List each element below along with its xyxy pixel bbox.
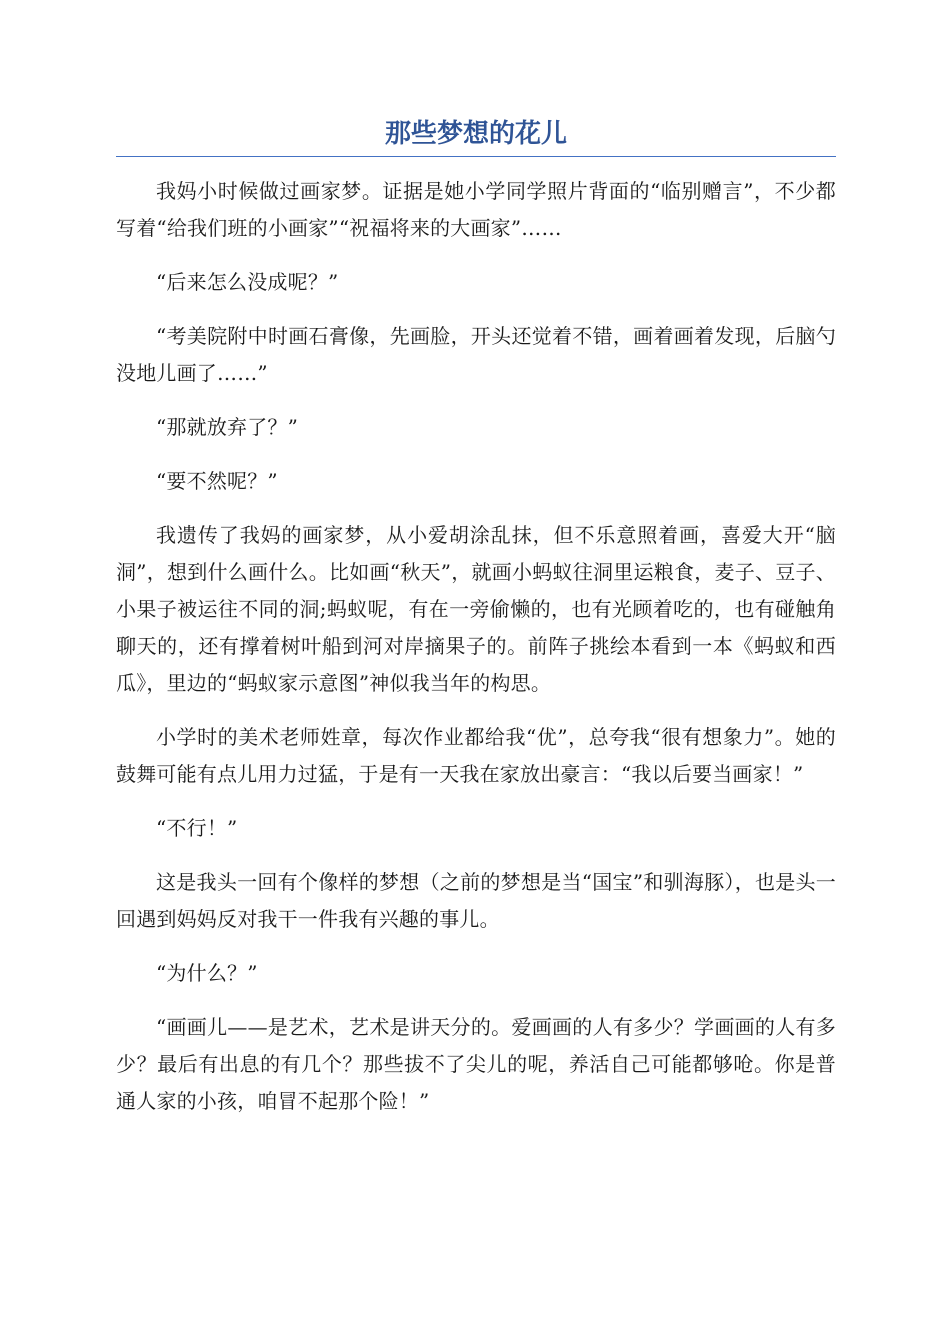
paragraph: “那就放弃了？” xyxy=(156,415,299,439)
title-underline xyxy=(116,156,836,157)
paragraph: 我遗传了我妈的画家梦，从小爱胡涂乱抹，但不乐意照着画，喜爱大开“脑洞”，想到什么画什么。比如画“秋天”，就画小蚂蚁往洞里运粮食，麦子、豆子、小果子被运往不同的洞;蚂蚁呢，有在一旁偷懒的，也有光顾着吃的，也有碰触角聊天的，还有撑着树叶船到河对岸摘果子的。前阵子挑绘本看到一本《蚂蚁和西瓜》，里边的“蚂蚁家示意图”神似我当年的构思。 xyxy=(116,523,836,695)
paragraph: “画画儿——是艺术，艺术是讲天分的。爱画画的人有多少？学画画的人有多少？最后有出息的有几个？那些拔不了尖儿的呢，养活自己可能都够呛。你是普通人家的小孩，咱冒不起那个险！” xyxy=(116,1015,836,1113)
paragraph: 小学时的美术老师姓章，每次作业都给我“优”，总夸我“很有想象力”。她的鼓舞可能有点儿用力过猛，于是有一天我在家放出豪言：“我以后要当画家！” xyxy=(116,725,836,786)
paragraph: “为什么？” xyxy=(156,961,258,985)
document-page xyxy=(116,112,836,1137)
paragraph: “不行！” xyxy=(156,816,238,840)
paragraph: “考美院附中时画石膏像，先画脸，开头还觉着不错，画着画着发现，后脑勺没地儿画了……” xyxy=(116,324,836,385)
paragraph: “后来怎么没成呢？” xyxy=(156,270,339,294)
paragraph: “要不然呢？” xyxy=(156,469,278,493)
paragraph: 我妈小时候做过画家梦。证据是她小学同学照片背面的“临别赠言”，不少都写着“给我们班的小画家”“祝福将来的大画家”…… xyxy=(116,179,836,240)
paragraph: 这是我头一回有个像样的梦想（之前的梦想是当“国宝”和驯海豚），也是头一回遇到妈妈反对我干一件我有兴趣的事儿。 xyxy=(116,870,836,931)
document-title: 那些梦想的花儿 xyxy=(384,119,567,149)
